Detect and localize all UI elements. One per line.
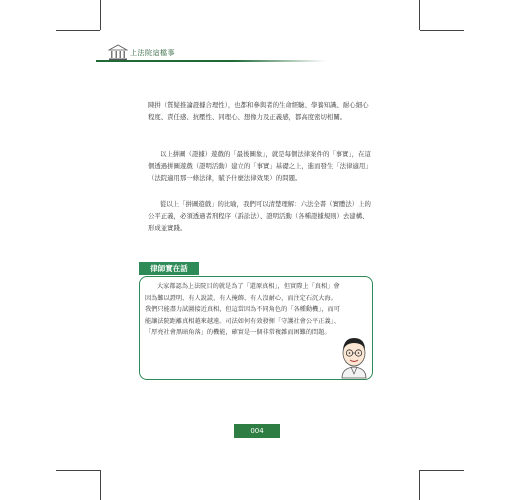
crop-mark-bottom-left-h xyxy=(56,470,100,471)
header-rule xyxy=(96,60,326,62)
crop-mark-top-left-v xyxy=(100,0,101,30)
crop-mark-bottom-right-h xyxy=(420,470,464,471)
page-number: 004 xyxy=(234,424,280,438)
crop-mark-top-left-h xyxy=(56,30,100,31)
body-paragraph-3: 從以上「拼圖遊戲」的比喻，我們可以清楚理解：六法全書（實體法）上的公平正義，必須透過者刑程序（訴訟法）、證明活動（各種證據規則）去建構、形成並實踐。 xyxy=(148,200,371,232)
crop-mark-bottom-right-v xyxy=(419,470,420,500)
lawyer-note-text: 大家都認為上法院目的就是為了「還原真相」，但實際上「真相」會因為難以證明、有人說謊、有人掩飾、有人沒耐心，而注定石沉大海。我們只能盡力試圖接近真相，但這當因為不同角色的「各種動機」，而可能讓法院距離真相越來越遠。司法如何有效發揮「守護社會公平正義」、「厚亮社會黑暗角落」的機能，確實是一個非常複雜而困難的問題。 xyxy=(145,283,340,336)
crop-mark-bottom-left-v xyxy=(100,470,101,500)
body-paragraph-2: 以上拼圖（證據）遊戲的「最後圖象」，就是每個法律案件的「事實」，在這個透過拼圖遊戲（證明活動）建立的「事實」基礎之上，進而發生「法律適用」（法院適用那一條法律，賦予什麼法律效果）的問題。 xyxy=(148,150,372,182)
crop-mark-top-right-v xyxy=(419,0,420,30)
box-label: 律師實在話 xyxy=(139,262,199,275)
lawyer-portrait-icon xyxy=(336,334,372,380)
header-title: 上法院這檔事 xyxy=(130,49,175,57)
crop-mark-top-right-h xyxy=(420,30,464,31)
body-paragraph-1: 陳拼（質疑推論證據合理性），也都和參與者的生命經驗、學養知識、耐心細心程度、責任感、抗壓性、同理心、想像力及正義感，都高度密切相關。 xyxy=(148,101,369,121)
